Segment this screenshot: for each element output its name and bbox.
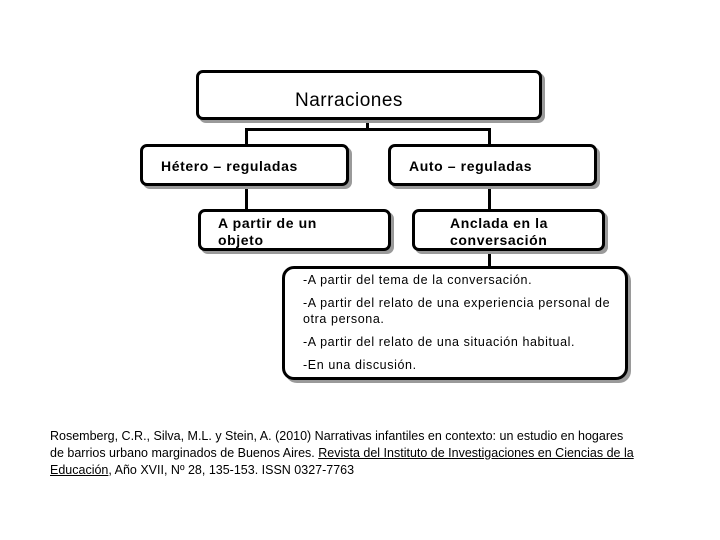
- narraciones-title: Narraciones: [295, 90, 403, 111]
- hetero-reguladas-box: [140, 144, 349, 186]
- citation-authors: Rosemberg, C.R., Silva, M.L. y Stein, A. (2010) Narrativas infantiles en contexto: un estudio en hogares de barrios urbano marginados de Buenos Aires.: [50, 429, 624, 460]
- a-partir-objeto-box: [198, 209, 391, 251]
- connector-root-bar: [245, 128, 491, 131]
- citation-journal: Revista del Instituto de Investigaciones en Ciencias de la Educación: [50, 446, 634, 477]
- anclada-conversacion-line1: Anclada en la: [450, 215, 549, 231]
- anclada-conversacion-line2: conversación: [450, 232, 548, 248]
- list-item: -En una discusión.: [303, 358, 417, 372]
- list-item: -A partir del tema de la conversación.: [303, 273, 533, 287]
- anclada-conversacion-box: [412, 209, 605, 251]
- citation: [50, 428, 640, 479]
- list-item: -A partir del relato de una experiencia personal de: [303, 296, 611, 310]
- conversation-types-box: [282, 266, 628, 380]
- citation-details: , Año XVII, Nº 28, 135-153. ISSN 0327-7763: [108, 463, 355, 477]
- list-item-continuation: otra persona.: [303, 312, 385, 326]
- a-partir-objeto-line1: A partir de un: [218, 215, 317, 231]
- hetero-reguladas-label: Hétero – reguladas: [161, 158, 298, 174]
- a-partir-objeto-line2: objeto: [218, 232, 264, 248]
- connector-right-child: [488, 185, 491, 211]
- connector-left-child: [245, 185, 248, 211]
- auto-reguladas-box: [388, 144, 597, 186]
- list-item: -A partir del relato de una situación habitual.: [303, 335, 576, 349]
- auto-reguladas-label: Auto – reguladas: [409, 158, 533, 174]
- narraciones-box: [196, 70, 542, 120]
